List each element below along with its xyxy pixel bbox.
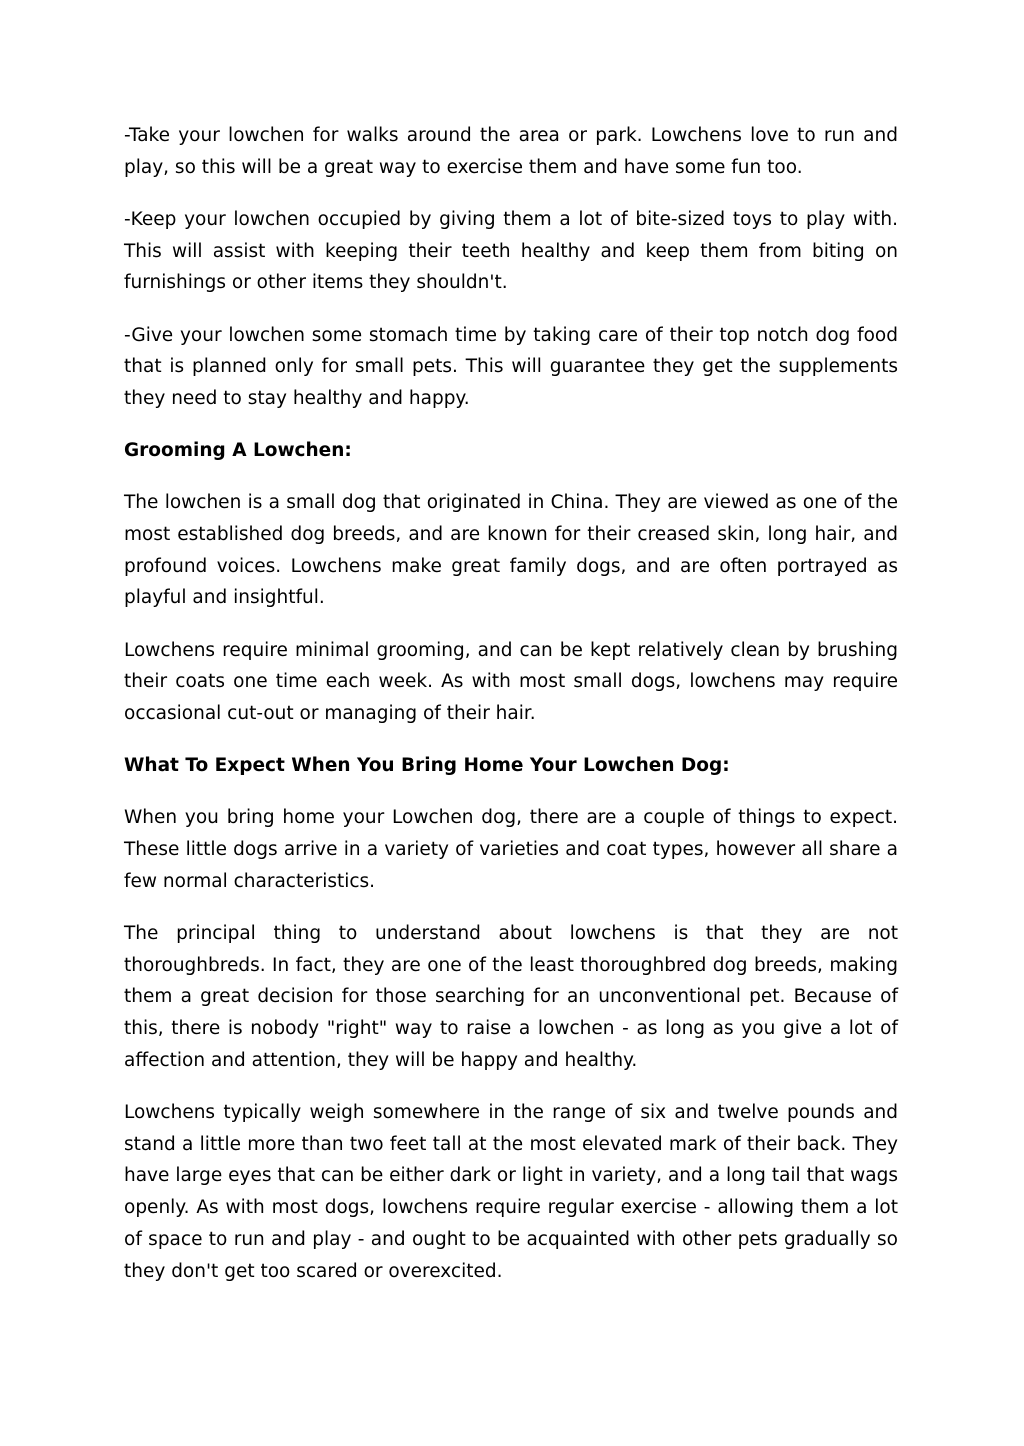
- document-page: [124, 120, 898, 1308]
- paragraph-thoroughbreds: The principal thing to understand about lowchens is that they are not thoroughbreds. In fact, they are one of the least thoroughbred dog breeds, making them a great decision for those searching for an unconventional pet. Because of this, there is nobody "right" way to raise a lowchen - as long as you give a lot of affection and attention, they will be happy and healthy.: [124, 923, 898, 1071]
- paragraph-size: Lowchens typically weigh somewhere in the range of six and twelve pounds and stand a little more than two feet tall at the most elevated mark of their back. They have large eyes that can be either dark or light in variety, and a long tail that wags openly. As with most dogs, lowchens require regular exercise - allowing them a lot of space to run and play - and ought to be acquainted with other pets gradually so they don't get too scared or overexcited.: [124, 1102, 898, 1282]
- heading-what-to-expect: What To Expect When You Bring Home Your Lowchen Dog:: [124, 755, 730, 777]
- paragraph-grooming: Lowchens require minimal grooming, and can be kept relatively clean by brushing their coats one time each week. As with most small dogs, lowchens may require occasional cut-out or managing of their hair.: [124, 639, 898, 725]
- paragraph-origin: The lowchen is a small dog that originated in China. They are viewed as one of the most established dog breeds, and are known for their creased skin, long hair, and profound voices. Lowchens make great family dogs, and are often portrayed as playful and insightful.: [124, 492, 898, 609]
- paragraph-toys: -Keep your lowchen occupied by giving them a lot of bite-sized toys to play with. This will assist with keeping their teeth healthy and keep them from biting on furnishings or other items they shouldn't.: [124, 208, 898, 294]
- paragraph-food: -Give your lowchen some stomach time by taking care of their top notch dog food that is planned only for small pets. This will guarantee they get the supplements they need to stay healthy and happy.: [124, 324, 898, 409]
- paragraph-bring-home: When you bring home your Lowchen dog, there are a couple of things to expect. These little dogs arrive in a variety of varieties and coat types, however all share a few normal characteristics.: [124, 807, 898, 892]
- heading-grooming: Grooming A Lowchen:: [124, 440, 352, 462]
- paragraph-walks: -Take your lowchen for walks around the area or park. Lowchens love to run and play, so this will be a great way to exercise them and have some fun too.: [124, 125, 898, 178]
